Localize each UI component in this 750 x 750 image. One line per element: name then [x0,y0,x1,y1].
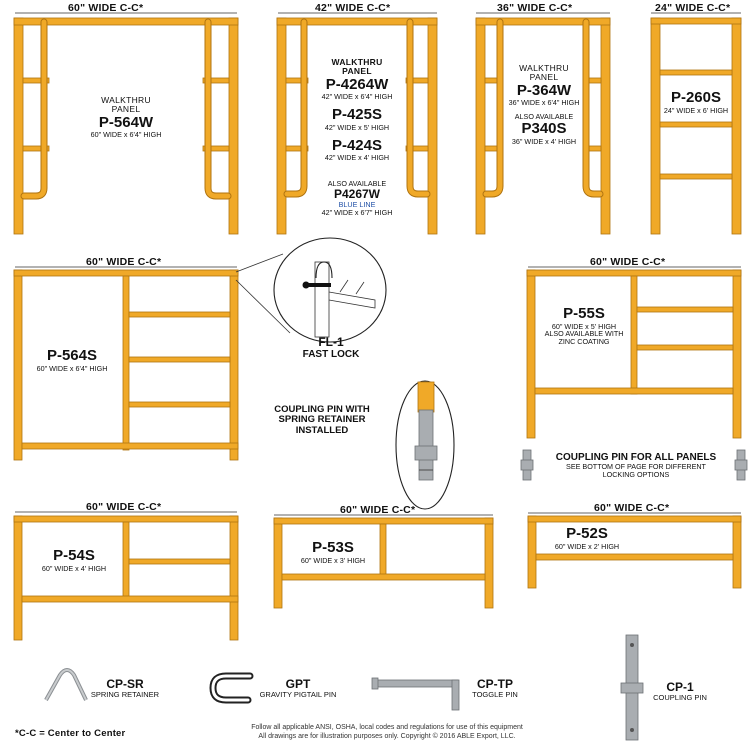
frame-p54s [14,516,238,640]
part-code: P-564W [98,113,154,131]
part-code: P-53S [312,539,354,556]
part-code: GPT [285,677,311,691]
part-desc: 24" WIDE x 6' HIGH [663,105,729,115]
part-code: P-55S [563,305,605,322]
part-code: P-4264W [325,75,389,93]
part-desc: TOGGLE PIN [472,690,518,700]
part-code-4: P4267W [333,186,381,201]
part-desc: SPRING RETAINER [90,690,160,700]
part-desc-2: 42" WIDE x 5' HIGH [324,122,390,132]
sub-2: LOCKING OPTIONS [602,469,670,479]
coupling-pin-spring-illustration [396,381,454,509]
label-p364w [504,64,584,145]
width-header-p53s: 60" WIDE C-C* [340,504,416,516]
part-desc-2: ALSO AVAILABLE WITH [544,329,624,339]
part-code: P-364W [516,81,572,99]
part-code: CP-SR [106,677,144,691]
label-gpt [248,678,348,699]
width-header-p54s: 60" WIDE C-C* [86,501,162,513]
part-code-3: P-424S [331,136,383,154]
part-desc: 60" WIDE x 3' HIGH [300,555,366,565]
label-coupling-spring [252,405,392,436]
part-code: CP-TP [477,677,513,691]
coupling-pin-cp1-icon [621,635,643,740]
part-code: CP-1 [666,680,694,694]
part-desc-4: 42" WIDE x 6'7" HIGH [321,207,393,217]
part-code-2: P-425S [331,106,383,124]
part-code: P-54S [53,547,95,564]
part-desc: 60" WIDE x 2' HIGH [554,541,620,551]
label-cptp [460,678,530,699]
frame-p260s [651,18,741,234]
part-desc: 60" WIDE x 5' HIGH [551,321,617,331]
walkthru-text: WALKTHRU [519,63,569,73]
width-header-p564w: 60" WIDE C-C* [68,2,144,14]
label-p260s [655,90,737,114]
label-p53s [288,540,378,564]
part-desc: 60" WIDE x 4' HIGH [41,563,107,573]
part-desc-2: 36" WIDE x 4' HIGH [511,136,577,146]
fastlock-name: FAST LOCK [302,349,360,361]
footer-note-1: Follow all applicable ANSI, OSHA, local codes and regulations for use of this equipment [251,724,523,731]
width-header-p260s: 24" WIDE C-C* [655,2,731,14]
part-desc: 60" WIDE x 6'4" HIGH [36,363,108,373]
pigtail-pin-icon [213,676,250,700]
also-available-text: ALSO AVAILABLE [327,178,387,188]
label-fastlock [286,336,376,360]
width-header-p52s: 60" WIDE C-C* [594,502,670,514]
frame-p55s [527,270,741,438]
cc-legend: *C-C = Center to Center [15,728,126,739]
footer-note-2: All drawings are for illustration purposes only. Copyright © 2016 ABLE Export, LLC. [258,732,516,740]
label-p54s [28,548,120,572]
label-p4264w [307,58,407,217]
label-cpsr [70,678,180,699]
part-desc: 42" WIDE x 6'4" HIGH [321,92,393,102]
part-code: P-564S [46,347,98,364]
part-code-2: P340S [521,120,567,138]
panel-text: PANEL [111,104,141,115]
width-header-p564s: 60" WIDE C-C* [86,256,162,268]
part-desc: 36" WIDE x 6'4" HIGH [508,98,580,108]
fastlock-code: FL-1 [318,335,344,349]
label-p564w [56,96,196,139]
panel-text: PANEL [342,66,372,77]
label-p564s [24,348,120,372]
walkthru-text: WALKTHRU [101,95,151,105]
line-1: COUPLING PIN WITH [274,404,370,415]
label-cp1 [645,681,715,702]
width-header-p364w: 36" WIDE C-C* [497,2,573,14]
panel-text: PANEL [529,72,559,83]
width-header-p55s: 60" WIDE C-C* [590,256,666,268]
width-header-p4264w: 42" WIDE C-C* [315,2,391,14]
sub-1: SEE BOTTOM OF PAGE FOR DIFFERENT [566,462,706,471]
walkthru-text: WALKTHRU [331,57,383,67]
part-desc: GRAVITY PIGTAIL PIN [259,690,337,700]
title: COUPLING PIN FOR ALL PANELS [555,452,717,463]
footer-notes [222,724,552,742]
part-code: P-52S [566,525,608,542]
fastlock-illustration [236,238,386,342]
toggle-pin-icon [372,678,459,710]
part-desc: 60" WIDE x 6'4" HIGH [90,130,162,140]
also-available-text: ALSO AVAILABLE [514,112,574,122]
label-p52s [544,526,630,550]
part-desc-3: 42" WIDE x 4' HIGH [324,153,390,163]
blue-line-text: BLUE LINE [338,200,376,210]
line-2: SPRING RETAINER [278,414,366,426]
label-p55s [538,306,630,346]
part-desc: COUPLING PIN [653,693,707,703]
label-coupling-all [536,452,736,479]
line-3: INSTALLED [295,424,349,436]
part-desc-3: ZINC COATING [558,337,610,347]
part-code: P-260S [670,89,722,106]
